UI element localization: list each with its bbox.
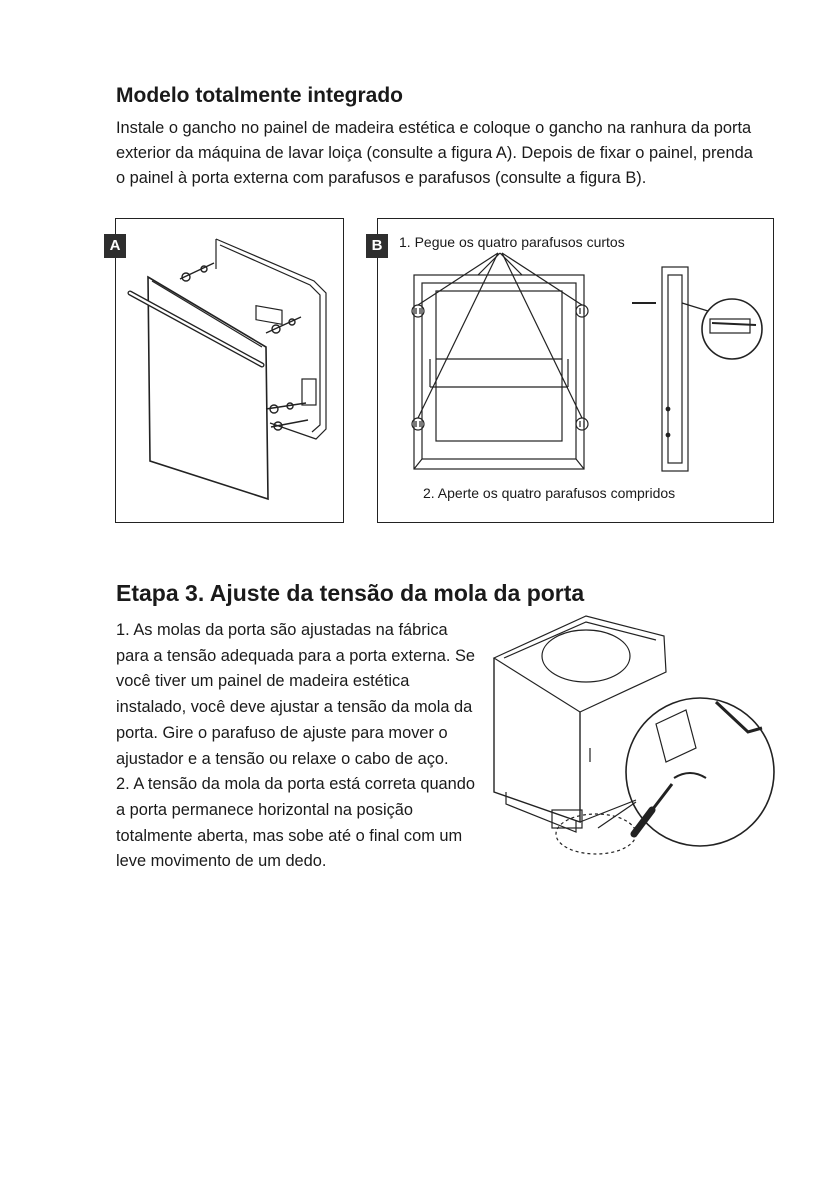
spring-tension-steps — [116, 618, 476, 875]
section-title-spring-tension: Etapa 3. Ajuste da tensão da mola da porta — [116, 580, 585, 606]
figure-b-badge: B — [366, 234, 388, 258]
step-2-text: 2. A tensão da mola da porta está correta quando a porta permanece horizontal na posição totalmente aberta, mas sobe até o final com um leve movimento de um dedo. — [116, 775, 476, 871]
figure-a-badge: A — [104, 234, 126, 258]
figure-b-caption-bottom: 2. Aperte os quatro parafusos compridos — [423, 485, 676, 501]
figure-b-illustration — [378, 219, 775, 524]
section-intro-text: Instale o gancho no painel de madeira estética e coloque o gancho na ranhura da porta exterior da máquina de lavar loiça (consulte a figura A). Depois de fixar o painel, prenda o painel à porta externa com parafusos e parafusos (consulte a figura B). — [116, 119, 753, 187]
figure-b-caption-top: 1. Pegue os quatro parafusos curtos — [399, 234, 625, 250]
section-title-fully-integrated: Modelo totalmente integrado — [116, 84, 404, 107]
step-1-text: 1. As molas da porta são ajustadas na fábrica para a tensão adequada para a porta externa. Se você tiver um painel de madeira estética instalado, você deve ajustar a tensão da mola da porta. Gire o parafuso de ajuste para mover o ajustador e a tensão ou relaxe o cabo de aço. — [116, 621, 476, 768]
dishwasher-spring-illustration — [486, 612, 776, 862]
figure-a-illustration — [116, 219, 345, 524]
figure-a — [109, 218, 344, 523]
figure-b — [371, 218, 774, 523]
